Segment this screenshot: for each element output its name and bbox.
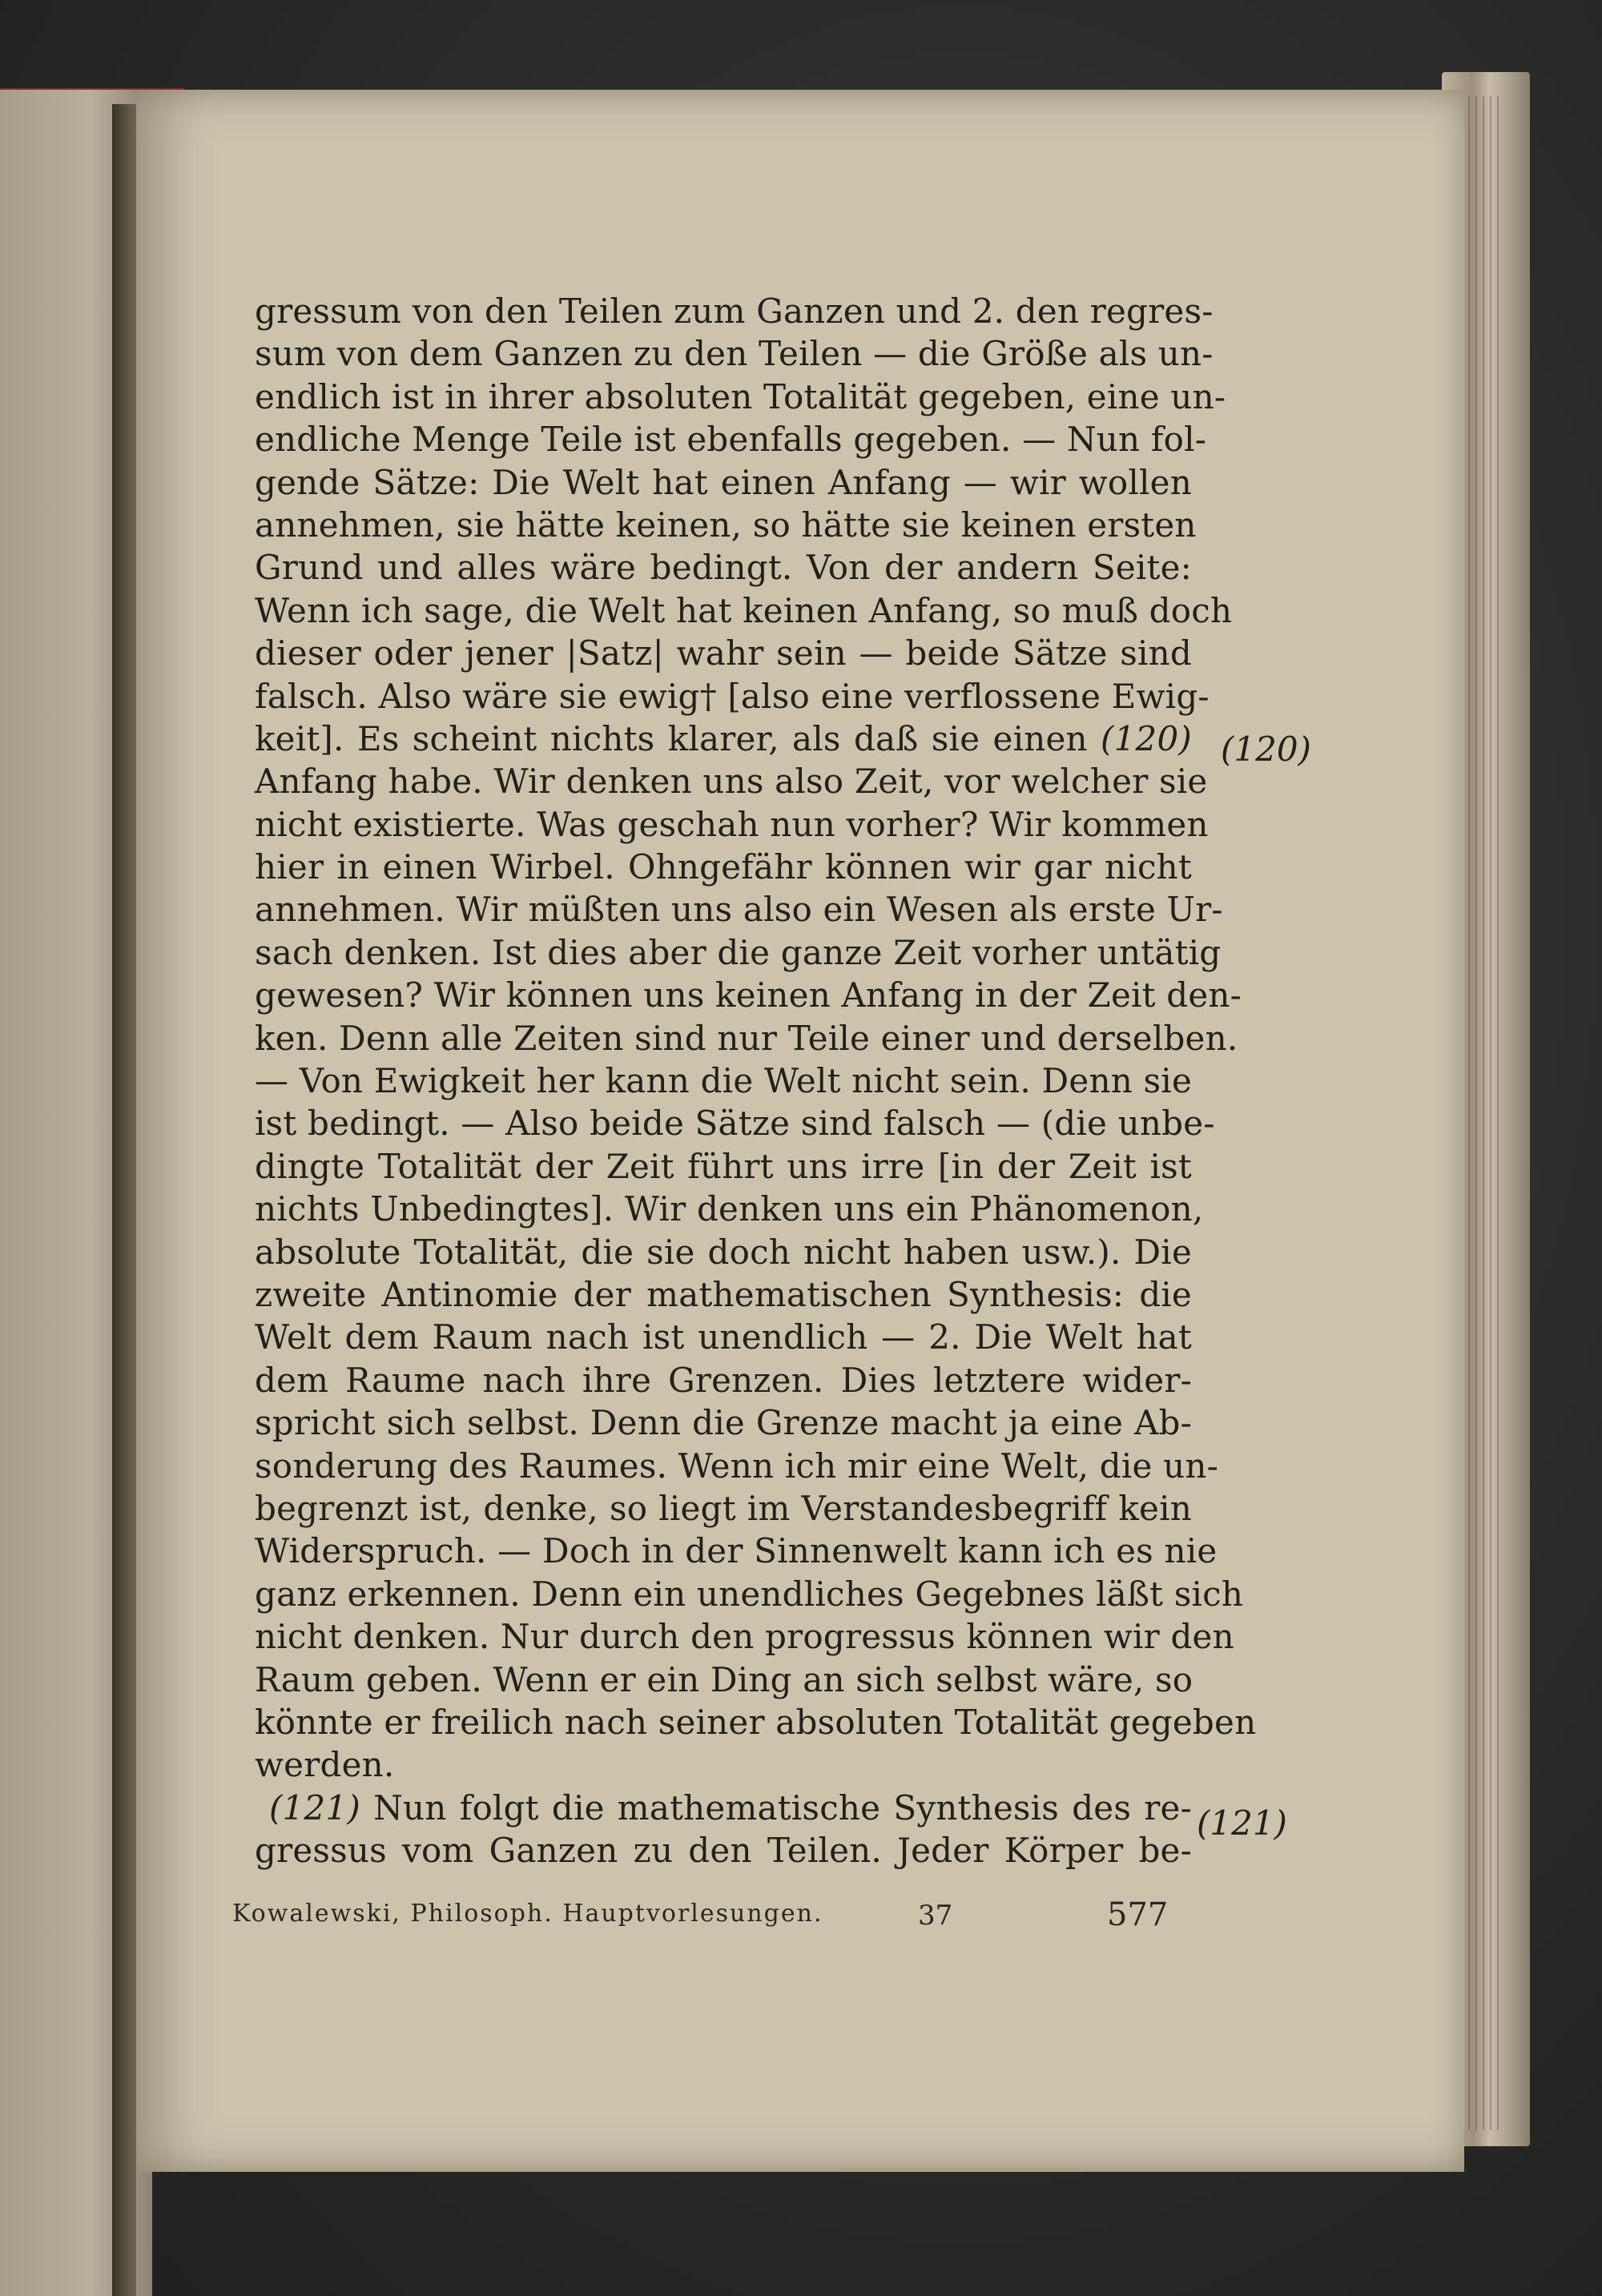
- text-line: dingte Totalität der Zeit führt uns irre [in der Zeit ist: [255, 1146, 1192, 1186]
- inline-marker-120: (120): [1101, 718, 1192, 758]
- text-line: falsch. Also wäre sie ewig† [also eine verflossene Ewig-: [255, 676, 1210, 716]
- text-line: dem Raume nach ihre Grenzen. Dies letztere wider-: [255, 1360, 1192, 1400]
- text-line: dieser oder jener |Satz| wahr sein — beide Sätze sind: [255, 633, 1192, 674]
- footer-author: Kowalewski, Philosoph. Hauptvorlesungen.: [232, 1900, 823, 1928]
- text-line: nicht denken. Nur durch den progressus können wir den: [255, 1617, 1234, 1657]
- text-line: Widerspruch. — Doch in der Sinnenwelt kann ich es nie: [255, 1531, 1218, 1571]
- page-number: 577: [1107, 1896, 1169, 1933]
- text-line: annehmen, sie hätte keinen, so hätte sie keinen ersten: [255, 505, 1197, 545]
- text-line: nicht existierte. Was geschah nun vorher? Wir kommen: [255, 804, 1209, 844]
- body-text: [255, 290, 1257, 1872]
- text-line-with-marker: [255, 718, 1192, 760]
- text-line: annehmen. Wir müßten uns also ein Wesen als erste Ur-: [255, 890, 1223, 930]
- text-fragment: keit]. Es scheint nichts klarer, als daß sie einen: [255, 718, 1088, 758]
- text-line: nichts Unbedingtes]. Wir denken uns ein Phänomenon,: [255, 1189, 1204, 1229]
- page-footer: [232, 1896, 1177, 1940]
- text-line: Wenn ich sage, die Welt hat keinen Anfang, so muß doch: [255, 590, 1233, 630]
- text-line: spricht sich selbst. Denn die Grenze macht ja eine Ab-: [255, 1403, 1192, 1443]
- text-line: ist bedingt. — Also beide Sätze sind falsch — (die unbe-: [255, 1104, 1215, 1144]
- text-line: Welt dem Raum nach ist unendlich — 2. Die Welt hat: [255, 1317, 1192, 1357]
- text-line: sonderung des Raumes. Wenn ich mir eine Welt, die un-: [255, 1446, 1218, 1486]
- text-line: begrenzt ist, denke, so liegt im Verstandesbegriff kein: [255, 1488, 1192, 1528]
- margin-note-120: (120): [1221, 730, 1311, 769]
- text-line: gende Sätze: Die Welt hat einen Anfang — wir wollen: [255, 462, 1192, 502]
- margin-note-121: (121): [1197, 1803, 1287, 1843]
- text-fragment: Nun folgt die mathematische Synthesis des re-: [373, 1787, 1192, 1828]
- text-line: Raum geben. Wenn er ein Ding an sich selbst wäre, so: [255, 1659, 1193, 1699]
- text-line: Anfang habe. Wir denken uns also Zeit, vor welcher sie: [255, 762, 1208, 802]
- text-line: gressum von den Teilen zum Ganzen und 2. den regres-: [255, 292, 1214, 331]
- text-line: gewesen? Wir können uns keinen Anfang in der Zeit den-: [255, 975, 1242, 1015]
- inline-marker-121: (121): [269, 1787, 360, 1828]
- text-line: ganz erkennen. Denn ein unendliches Gegebnes läßt sich: [255, 1574, 1244, 1614]
- text-line: zweite Antinomie der mathematischen Synthesis: die: [255, 1274, 1192, 1314]
- text-line: könnte er freilich nach seiner absoluten Totalität gegeben: [255, 1702, 1257, 1742]
- text-line: gressus vom Ganzen zu den Teilen. Jeder Körper be-: [255, 1831, 1192, 1871]
- page-gutter: [112, 104, 136, 2296]
- text-line: endlich ist in ihrer absoluten Totalität gegeben, eine un-: [255, 376, 1226, 416]
- text-line: hier in einen Wirbel. Ohngefähr können wir gar nicht: [255, 847, 1192, 887]
- text-line: sach denken. Ist dies aber die ganze Zeit vorher untätig: [255, 932, 1222, 972]
- text-line: — Von Ewigkeit her kann die Welt nicht sein. Denn sie: [255, 1061, 1192, 1101]
- text-line: werden.: [255, 1745, 395, 1785]
- text-line: absolute Totalität, die sie doch nicht haben usw.). Die: [255, 1232, 1192, 1272]
- text-line: Grund und alles wäre bedingt. Von der andern Seite:: [255, 548, 1192, 588]
- text-line: endliche Menge Teile ist ebenfalls gegeben. — Nun fol-: [255, 420, 1207, 460]
- text-line-with-marker: [255, 1787, 1192, 1829]
- text-line: sum von dem Ganzen zu den Teilen — die Größe als un-: [255, 334, 1214, 374]
- footer-signature: 37: [918, 1900, 953, 1932]
- text-line: ken. Denn alle Zeiten sind nur Teile einer und derselben.: [255, 1018, 1238, 1058]
